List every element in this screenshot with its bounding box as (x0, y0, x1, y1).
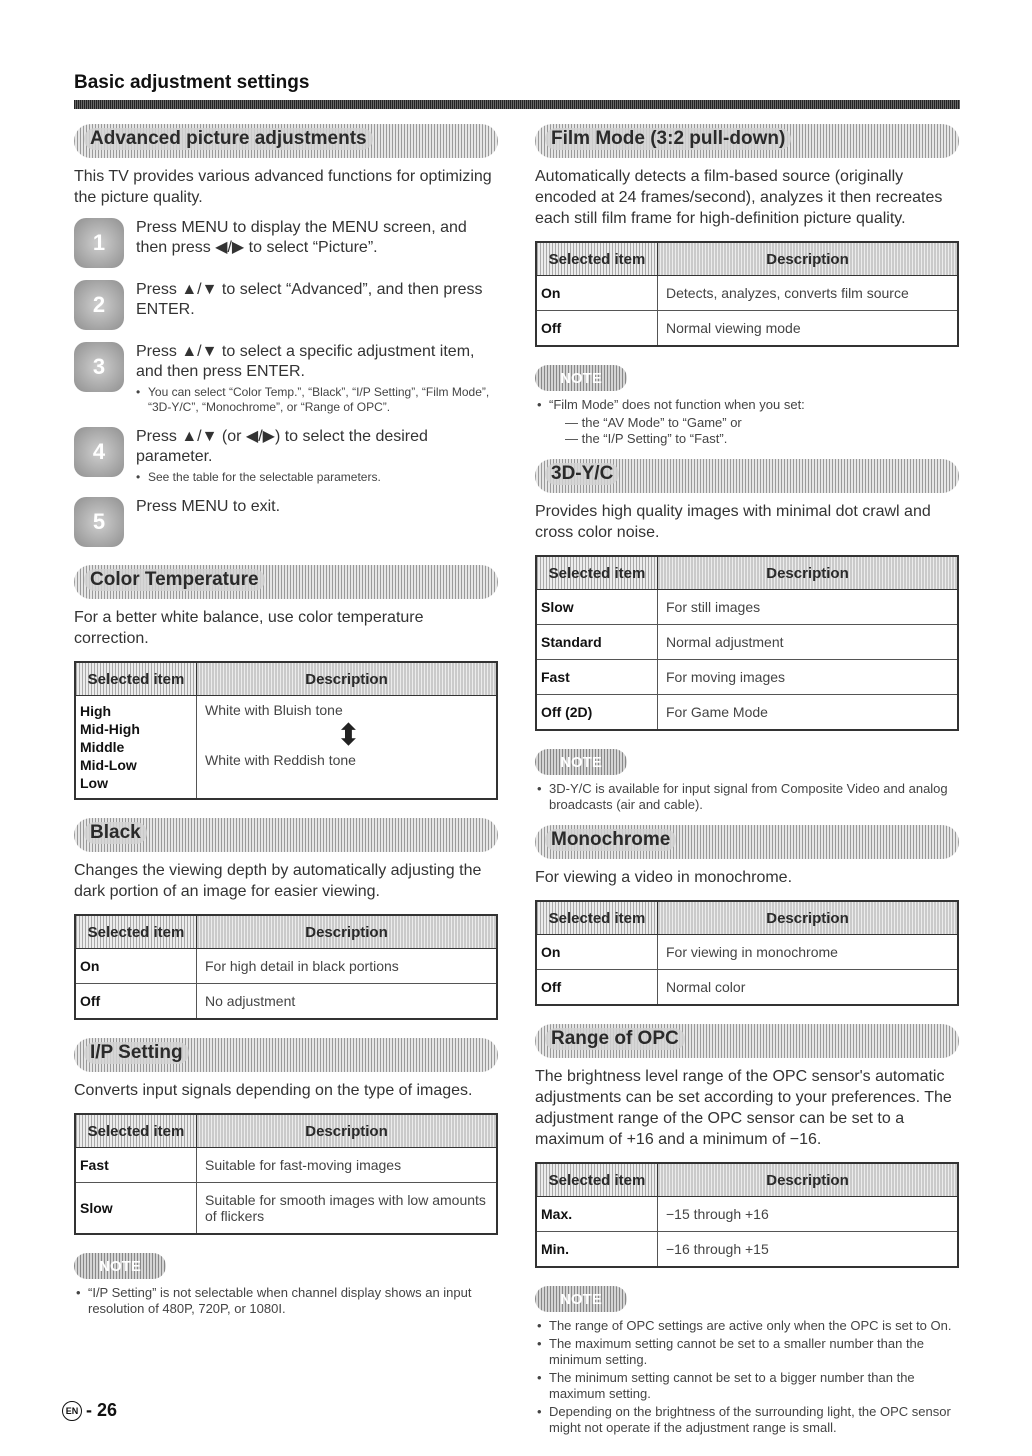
section-title-advanced: Advanced picture adjustments (74, 124, 498, 158)
table-row: Fast Suitable for fast-moving images (75, 1148, 497, 1183)
step-5 (74, 497, 498, 547)
mono-table: Selected item Description On For viewing in monochrome Off Normal color (535, 900, 959, 1006)
table-row: Off Normal color (536, 970, 958, 1006)
note-badge: NOTE (535, 365, 627, 391)
table-row: On Detects, analyzes, converts film source (536, 276, 958, 311)
note-badge: NOTE (535, 1286, 627, 1312)
step-number: 4 (74, 427, 124, 477)
table-row: Max. −15 through +16 (536, 1197, 958, 1232)
step-text: Press ▲/▼ (or ◀/▶) to select the desired parameter. (136, 428, 428, 465)
table-header-desc: Description (197, 662, 498, 696)
step-1 (74, 218, 498, 268)
color-temp-items: High Mid-High Middle Mid-Low Low (75, 696, 197, 800)
language-badge: EN (62, 1401, 82, 1421)
page-number: - 26 (86, 1400, 118, 1420)
table-row: Slow Suitable for smooth images with low amounts of flickers (75, 1183, 497, 1235)
yc-intro: Provides high quality images with minimal dot crawl and cross color noise. (535, 503, 931, 541)
color-temp-intro: For a better white balance, use color temperature correction. (74, 609, 424, 647)
table-row: Standard Normal adjustment (536, 625, 958, 660)
step-3 (74, 342, 498, 415)
up-down-arrow-icon: ⬍ (335, 719, 362, 752)
table-row: Off Normal viewing mode (536, 311, 958, 347)
step-bullet: • You can select “Color Temp.”, “Black”, “I/P Setting”, “Film Mode”, “3D-Y/C”, “Monochrome”, or “Range of OPC”. (136, 385, 498, 415)
black-intro: Changes the viewing depth by automatically adjusting the dark portion of an image for easier viewing. (74, 862, 482, 900)
step-2 (74, 280, 498, 330)
step-text: Press ▲/▼ to select “Advanced”, and then press ENTER. (136, 281, 483, 318)
section-title-black: Black (74, 818, 498, 852)
ip-note: • “I/P Setting” is not selectable when channel display shows an input resolution of 480P, 720P, or 1080I. (74, 1285, 498, 1317)
film-note-sub: — the “AV Mode” to “Game” or (565, 415, 742, 430)
section-title-3dyc: 3D-Y/C (535, 459, 959, 493)
step-text: Press MENU to exit. (136, 498, 281, 515)
mono-intro: For viewing a video in monochrome. (535, 869, 793, 886)
ip-table: Selected item Description Fast Suitable for fast-moving images Slow Suitable for smooth images with low amounts of flickers (74, 1113, 498, 1235)
film-intro: Automatically detects a film-based source (originally encoded at 24 frames/second), analyzes it then recreates each still film frame for high-definition picture quality. (535, 168, 943, 227)
color-temp-desc: White with Bluish tone ⬍ White with Reddish tone (197, 696, 498, 800)
note-badge: NOTE (535, 749, 627, 775)
opc-table: Selected item Description Max. −15 through +16 Min. −16 through +15 (535, 1162, 959, 1268)
table-header-item: Selected item (75, 662, 197, 696)
black-table: Selected item Description On For high detail in black portions Off No adjustment (74, 914, 498, 1020)
opc-note: • The minimum setting cannot be set to a bigger number than the maximum setting. (535, 1370, 959, 1402)
step-number: 5 (74, 497, 124, 547)
note-badge: NOTE (74, 1253, 166, 1279)
section-title-ip: I/P Setting (74, 1038, 498, 1072)
film-note-sub: — the “I/P Setting” to “Fast”. (565, 431, 728, 446)
table-row: On For high detail in black portions (75, 949, 497, 984)
opc-note: • The maximum setting cannot be set to a smaller number than the minimum setting. (535, 1336, 959, 1368)
step-4 (74, 427, 498, 485)
film-table: Selected item Description On Detects, analyzes, converts film source Off Normal viewing mode (535, 241, 959, 347)
opc-note: • Depending on the brightness of the surrounding light, the OPC sensor might not operate if the adjustment range is small. (535, 1404, 959, 1436)
table-row: Min. −16 through +15 (536, 1232, 958, 1268)
table-row: Fast For moving images (536, 660, 958, 695)
opc-note: • The range of OPC settings are active only when the OPC is set to On. (535, 1318, 959, 1334)
left-column (74, 124, 498, 1319)
table-row: Off (2D) For Game Mode (536, 695, 958, 731)
section-title-mono: Monochrome (535, 825, 959, 859)
step-text: Press ▲/▼ to select a specific adjustment item, and then press ENTER. (136, 343, 475, 380)
header-rule (74, 100, 960, 109)
step-text: Press MENU to display the MENU screen, and then press ◀/▶ to select “Picture”. (136, 219, 467, 256)
table-row: On For viewing in monochrome (536, 935, 958, 970)
ip-intro: Converts input signals depending on the type of images. (74, 1082, 473, 1099)
step-number: 2 (74, 280, 124, 330)
right-column (535, 124, 959, 1438)
section-title-opc: Range of OPC (535, 1024, 959, 1058)
opc-intro: The brightness level range of the OPC sensor's automatic adjustments can be set according to your preferences. The adjustment range of the OPC sensor can be set to a maximum of +16 and a minimum of −16. (535, 1068, 952, 1148)
table-row: Off No adjustment (75, 984, 497, 1020)
color-temp-table (74, 661, 498, 800)
step-number: 3 (74, 342, 124, 392)
film-note: • “Film Mode” does not function when you set: (535, 397, 959, 413)
section-title-color-temp: Color Temperature (74, 565, 498, 599)
section-title-film: Film Mode (3:2 pull-down) (535, 124, 959, 158)
step-bullet: • See the table for the selectable parameters. (136, 470, 498, 485)
advanced-intro: This TV provides various advanced functions for optimizing the picture quality. (74, 168, 492, 206)
page-header: Basic adjustment settings (74, 72, 310, 93)
page-footer (62, 1400, 117, 1421)
yc-table: Selected item Description Slow For still images Standard Normal adjustment Fast For moving images Off (2D) For Game Mode (535, 555, 959, 731)
step-number: 1 (74, 218, 124, 268)
table-row: Slow For still images (536, 590, 958, 625)
yc-note: • 3D-Y/C is available for input signal from Composite Video and analog broadcasts (air and cable). (535, 781, 959, 813)
